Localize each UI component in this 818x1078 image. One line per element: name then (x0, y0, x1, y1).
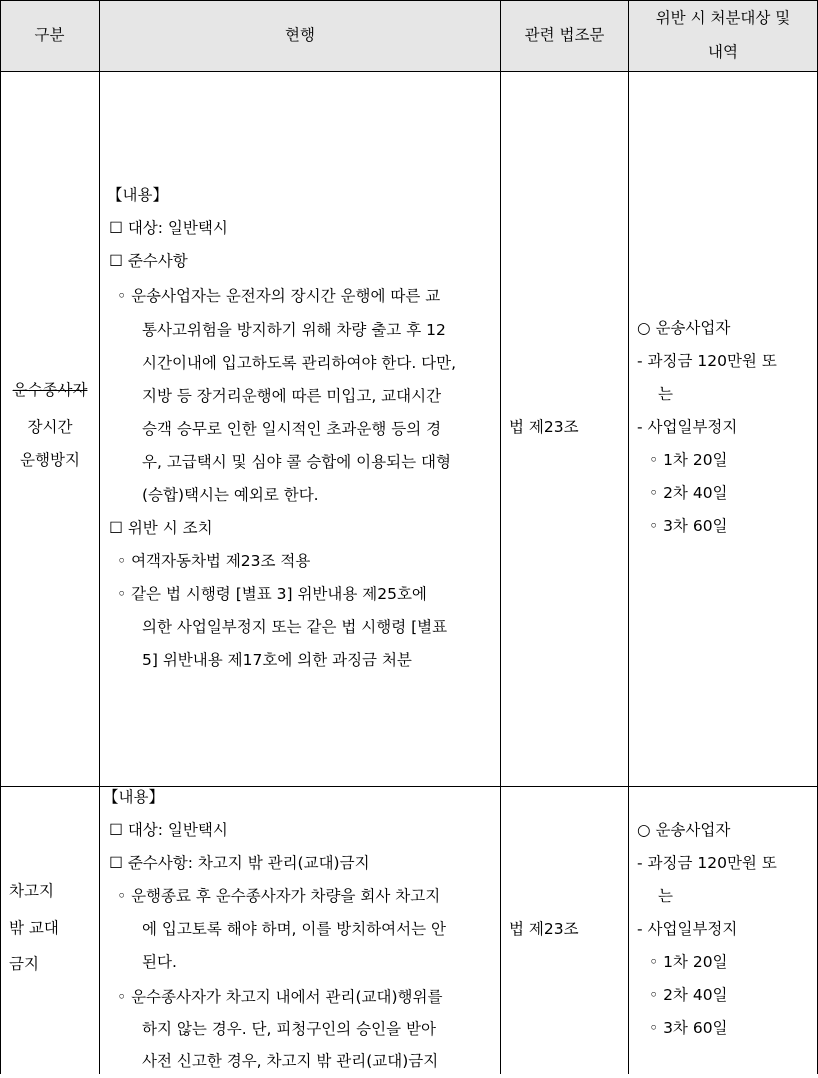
column-divider-1 (99, 0, 100, 1074)
row1-content-line: 우, 고급택시 및 심야 콜 승합에 이용되는 대형 (142, 453, 451, 471)
row2-penalty-cell (629, 787, 817, 1074)
row1-law-text: 법 제23조 (509, 418, 579, 436)
row2-category-line3: 금지 (9, 955, 39, 973)
row1-penalty-line: ◦ 2차 40일 (649, 484, 728, 502)
row1-content-line: ◦ 여객자동차법 제23조 적용 (117, 552, 311, 570)
row1-content-line: 【내용】 (107, 186, 168, 204)
row2-category-cell (1, 787, 99, 1074)
row2-content-line: 사전 신고한 경우, 차고지 밖 관리(교대)금지 (142, 1052, 439, 1070)
header-penalty (629, 0, 817, 71)
row2-content-line: ◦ 운행종료 후 운수종사자가 차량을 회사 차고지 (117, 887, 441, 905)
row1-category-line3: 운행방지 (20, 451, 80, 469)
row1-category-line2: 장시간 (27, 418, 73, 436)
row2-penalty-line: ◦ 3차 60일 (649, 1019, 728, 1037)
row1-penalty-line: 는 (658, 385, 673, 403)
row1-content-line: ☐ 위반 시 조치 (109, 519, 213, 537)
row2-content-line: ☐ 준수사항: 차고지 밖 관리(교대)금지 (109, 854, 370, 872)
row1-penalty-line: ◦ 1차 20일 (649, 451, 728, 469)
row1-content-line: 승객 승무로 인한 일시적인 초과운행 등의 경 (142, 420, 442, 438)
row2-content-line: 하지 않는 경우. 단, 피청구인의 승인을 받아 (142, 1020, 436, 1038)
row1-content-line: 시간이내에 입고하도록 관리하여야 한다. 다만, (142, 354, 457, 372)
row1-category-line1: 운수종사자 (12, 381, 88, 399)
row2-content-line: ☐ 대상: 일반택시 (109, 821, 228, 839)
row1-penalty-line: ○ 운송사업자 (637, 319, 731, 337)
header-category (0, 0, 99, 71)
header-current (100, 0, 500, 71)
row2-law-text: 법 제23조 (509, 920, 579, 938)
row2-penalty-line: ◦ 2차 40일 (649, 986, 728, 1004)
row1-penalty-line: ◦ 3차 60일 (649, 517, 728, 535)
row1-content-line: 의한 사업일부정지 또는 같은 법 시행령 [별표 (142, 618, 448, 636)
header-law-text: 관련 법조문 (524, 26, 605, 44)
row2-penalty-line: ◦ 1차 20일 (649, 953, 728, 971)
row1-content-line: 통사고위험을 방지하기 위해 차량 출고 후 12 (142, 321, 446, 339)
header-penalty-line1: 위반 시 처분대상 및 (655, 9, 791, 27)
row1-penalty-line: - 사업일부정지 (637, 418, 738, 436)
row1-content-text: ◦ 운송사업자는 운전자의 장시간 운행에 따른 교 (117, 287, 441, 305)
row1-penalty-cell (629, 72, 817, 786)
row1-content-line: ☐ 준수사항 (109, 252, 188, 270)
row1-content-line (117, 280, 492, 313)
row1-content-line: 지방 등 장거리운행에 따른 미입고, 교대시간 (142, 387, 442, 405)
header-law (501, 0, 628, 71)
row1-category-cell (1, 72, 99, 786)
row1-content-line: ☐ 대상: 일반택시 (109, 219, 228, 237)
row2-content-line: 에 입고토록 해야 하며, 이를 방치하여서는 안 (142, 920, 447, 938)
row2-category-line2: 밖 교대 (9, 919, 59, 937)
row1-content-line: (승합)택시는 예외로 한다. (142, 486, 319, 504)
row2-content-line: ◦ 운수종사자가 차고지 내에서 관리(교대)행위를 (117, 988, 443, 1006)
row1-content-line: 5] 위반내용 제17호에 의한 과징금 처분 (142, 651, 412, 669)
row2-content-line: 【내용】 (103, 788, 164, 806)
row2-law-cell (501, 787, 628, 1074)
header-penalty-line2: 내역 (708, 43, 738, 61)
row2-penalty-line: - 사업일부정지 (637, 920, 738, 938)
row2-penalty-line: 는 (658, 887, 673, 905)
row1-content-line: ◦ 같은 법 시행령 [별표 3] 위반내용 제25호에 (117, 585, 427, 603)
row1-content-cell (101, 72, 500, 786)
row2-category-line1: 차고지 (9, 882, 54, 900)
row2-content-line: 된다. (142, 953, 177, 971)
header-category-text: 구분 (34, 26, 65, 44)
row1-penalty-line: - 과징금 120만원 또 (637, 352, 777, 370)
row2-content-cell (101, 787, 500, 1074)
row2-penalty-line: ○ 운송사업자 (637, 821, 731, 839)
row1-law-cell (501, 72, 628, 786)
row2-penalty-line: - 과징금 120만원 또 (637, 854, 777, 872)
header-current-text: 현행 (285, 26, 315, 44)
